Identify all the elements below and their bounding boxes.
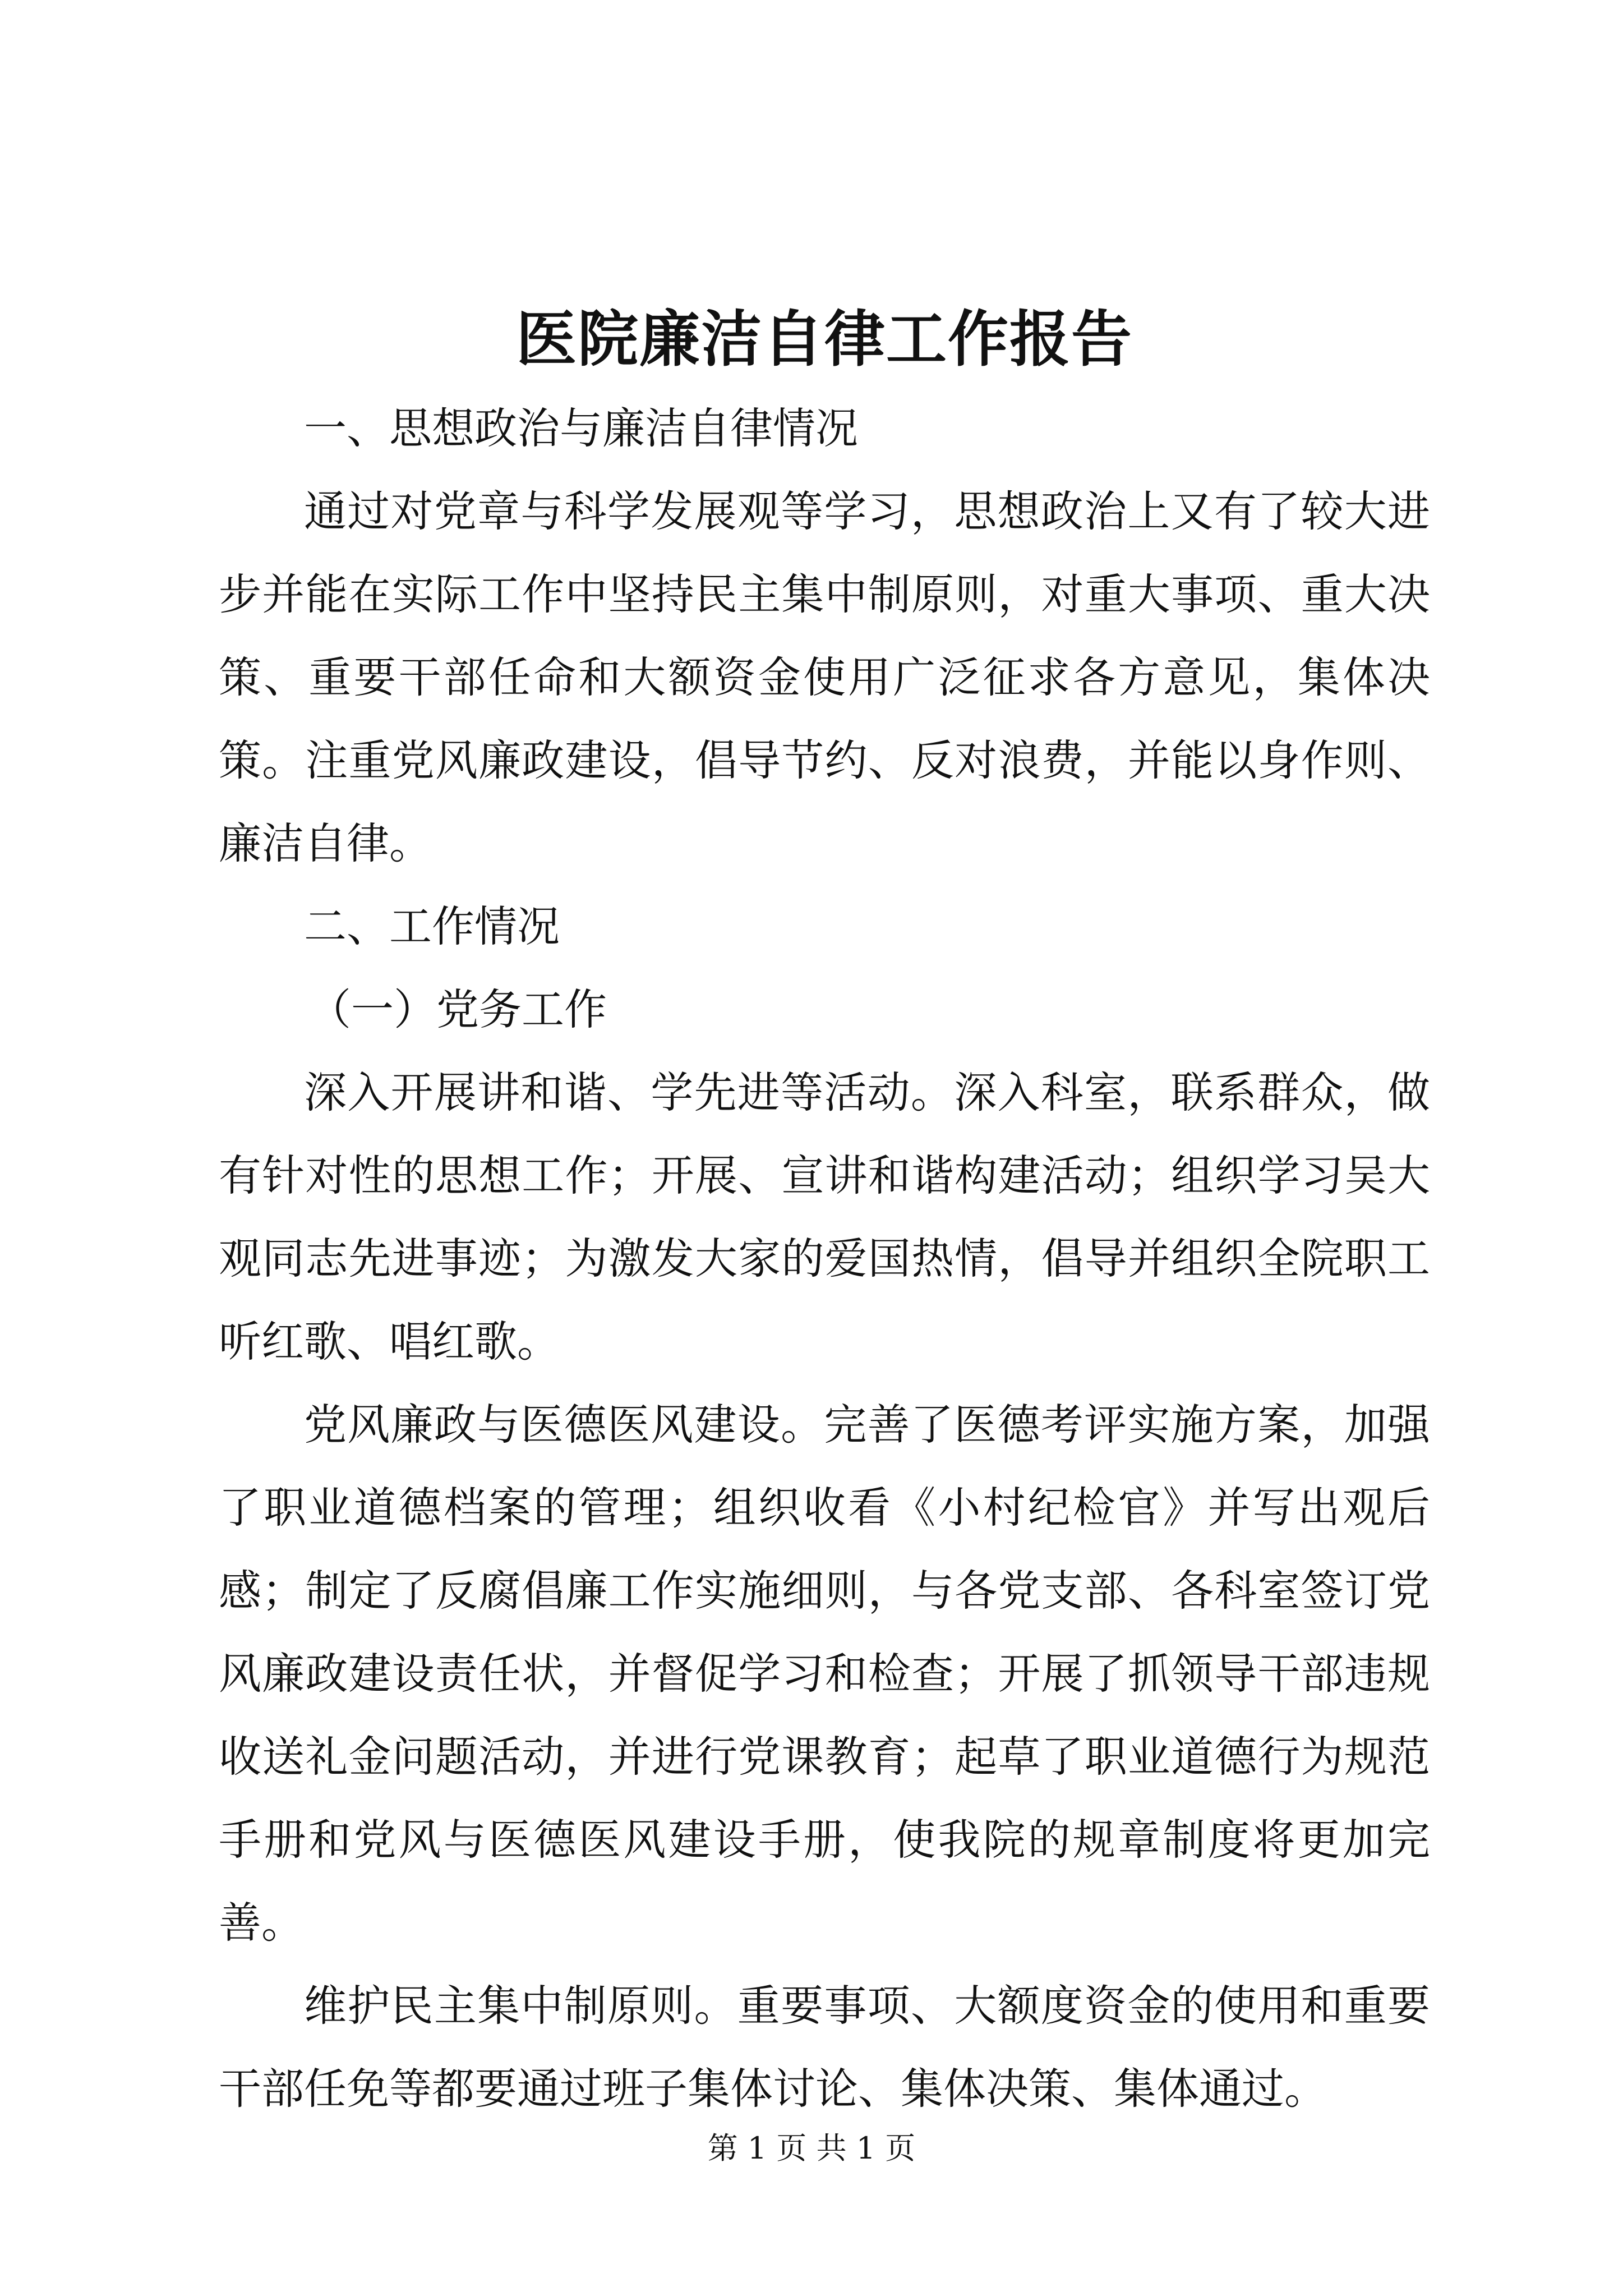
- paragraph-integrity-construction: 党风廉政与医德医风建设。完善了医德考评实施方案，加强了职业道德档案的管理；组织收看《小村纪检官》并写出观后感；制定了反腐倡廉工作实施细则，与各党支部、各科室签订党风廉政建设责任状，并督促学习和检查；开展了抓领导干部违规收送礼金问题活动，并进行党课教育；起草了职业道德行为规范手册和党风与医德医风建设手册，使我院的规章制度将更加完善。: [219, 1400, 1430, 1948]
- document-body: [219, 292, 1430, 2131]
- paragraph-ideology: 通过对党章与科学发展观等学习，思想政治上又有了较大进步并能在实际工作中坚持民主集中制原则，对重大事项、重大决策、重要干部任命和大额资金使用广泛征求各方意见，集体决策。注重党风廉政建设，倡导节约、反对浪费，并能以身作则、廉洁自律。: [219, 486, 1430, 868]
- paragraph-democratic-centralism: 维护民主集中制原则。重要事项、大额度资金的使用和重要干部任免等都要通过班子集体讨论、集体决策、集体通过。: [219, 1981, 1430, 2114]
- page-footer: 第 1 页 共 1 页: [707, 2131, 916, 2166]
- document-title: 医院廉洁自律工作报告: [515, 304, 1133, 375]
- section-heading-work: 二、工作情况: [304, 901, 560, 951]
- section-heading-ideology: 一、思想政治与廉洁自律情况: [304, 403, 858, 453]
- paragraph-activities: 深入开展讲和谐、学先进等活动。深入科室，联系群众，做有针对性的思想工作；开展、宣讲和谐构建活动；组织学习吴大观同志先进事迹；为激发大家的爱国热情，倡导并组织全院职工听红歌、唱红歌。: [219, 1068, 1430, 1366]
- subsection-heading-party-affairs: （一）党务工作: [308, 984, 607, 1034]
